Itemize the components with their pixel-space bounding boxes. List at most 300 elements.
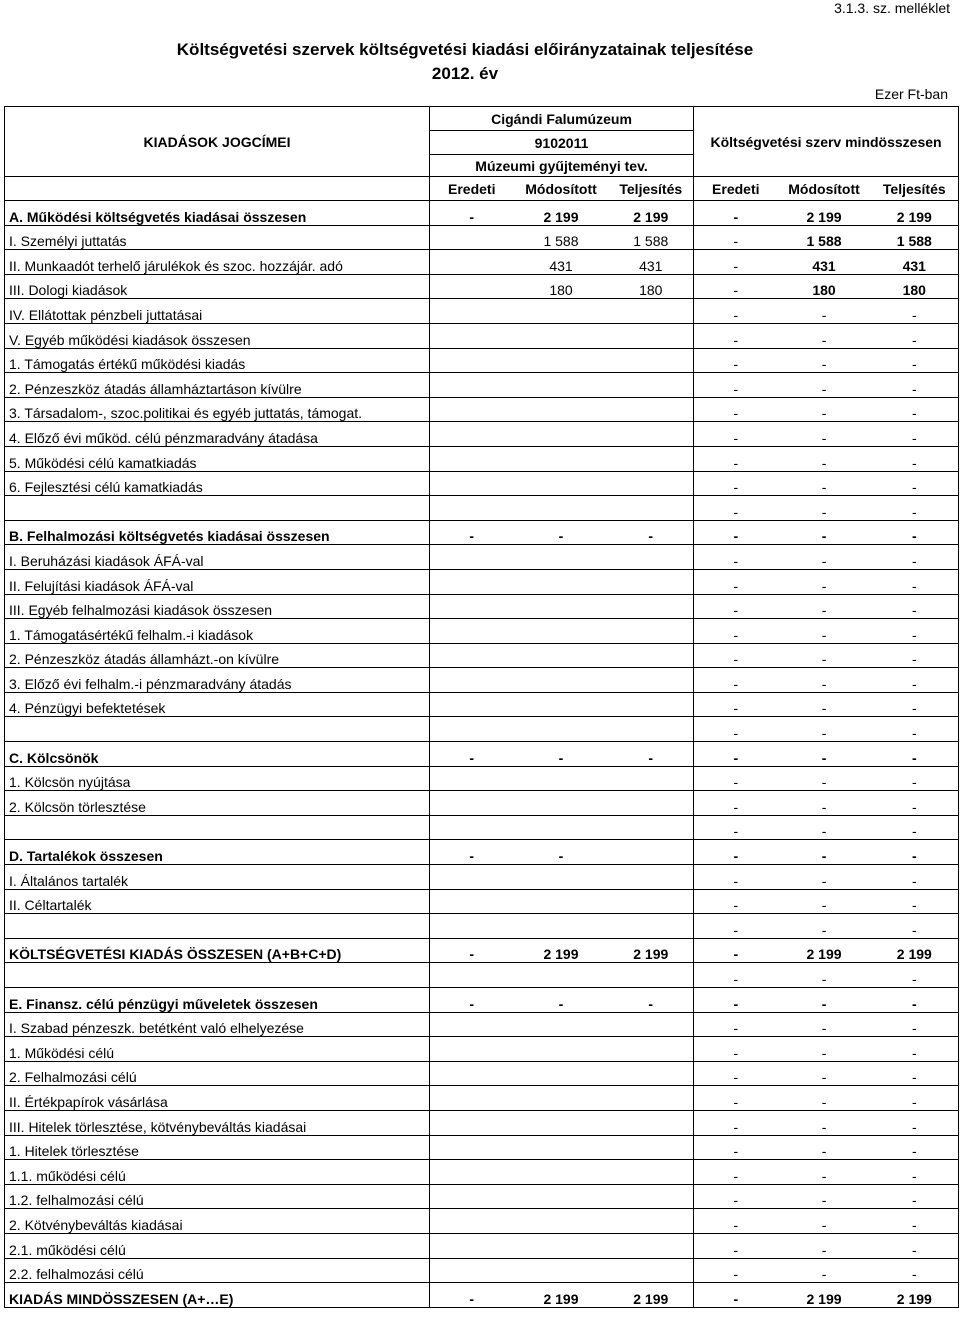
row-value: - <box>778 840 871 865</box>
row-value: - <box>778 619 871 644</box>
row-value: - <box>871 643 959 668</box>
row-value: - <box>778 1233 871 1258</box>
row-label: E. Finansz. célú pénzügyi műveletek összesen <box>5 988 430 1013</box>
annex-label: 3.1.3. sz. melléklet <box>834 0 950 16</box>
row-label: 2. Kölcsön törlesztése <box>5 791 430 816</box>
row-value <box>430 643 514 668</box>
table-row <box>5 1086 959 1111</box>
col-header: Teljesítés <box>871 177 959 201</box>
row-value: - <box>430 201 514 226</box>
row-value <box>430 594 514 619</box>
row-value: 431 <box>871 250 959 275</box>
row-value: - <box>871 865 959 890</box>
row-value <box>430 791 514 816</box>
row-value <box>514 1184 609 1209</box>
row-value: - <box>778 1258 871 1283</box>
row-value <box>514 422 609 447</box>
row-value <box>609 471 694 496</box>
row-value <box>430 373 514 398</box>
row-value: - <box>871 791 959 816</box>
row-value <box>430 963 514 988</box>
row-label: 1. Támogatásértékű felhalm.-i kiadások <box>5 619 430 644</box>
row-value: - <box>694 1160 778 1185</box>
table-row <box>5 1258 959 1283</box>
row-value <box>609 1258 694 1283</box>
row-value <box>430 569 514 594</box>
table-row <box>5 569 959 594</box>
row-label: D. Tartalékok összesen <box>5 840 430 865</box>
row-value <box>430 692 514 717</box>
row-value <box>609 692 694 717</box>
table-row <box>5 520 959 545</box>
row-value: - <box>514 742 609 767</box>
row-value <box>514 815 609 840</box>
row-value: - <box>778 889 871 914</box>
row-value <box>609 865 694 890</box>
row-label: 1. Működési célú <box>5 1037 430 1062</box>
row-value: - <box>778 914 871 939</box>
row-value: - <box>778 988 871 1013</box>
row-value <box>514 889 609 914</box>
row-value <box>514 717 609 742</box>
table-row <box>5 963 959 988</box>
row-value: - <box>871 1135 959 1160</box>
row-value <box>430 299 514 324</box>
row-value <box>609 569 694 594</box>
row-value: - <box>871 668 959 693</box>
row-value: - <box>871 766 959 791</box>
row-value: - <box>694 766 778 791</box>
col-header: Eredeti <box>430 177 514 201</box>
table-row <box>5 1160 959 1185</box>
row-value: 180 <box>871 274 959 299</box>
table-row <box>5 742 959 767</box>
row-value: - <box>778 1135 871 1160</box>
row-label: 2. Felhalmozási célú <box>5 1061 430 1086</box>
row-value: - <box>430 520 514 545</box>
row-value: - <box>694 1110 778 1135</box>
header-org-code: 9102011 <box>430 131 694 155</box>
row-value <box>609 1184 694 1209</box>
row-value: - <box>871 1086 959 1111</box>
row-value <box>430 1184 514 1209</box>
table-row <box>5 619 959 644</box>
row-value: - <box>694 889 778 914</box>
table-row <box>5 815 959 840</box>
row-label: II. Értékpapírok vásárlása <box>5 1086 430 1111</box>
table-row <box>5 865 959 890</box>
row-value: 431 <box>514 250 609 275</box>
row-value <box>609 496 694 521</box>
row-label: IV. Ellátottak pénzbeli juttatásai <box>5 299 430 324</box>
row-value <box>609 791 694 816</box>
row-value <box>430 250 514 275</box>
row-label: A. Működési költségvetés kiadásai összesen <box>5 201 430 226</box>
row-value: - <box>694 1233 778 1258</box>
row-value: - <box>694 422 778 447</box>
row-value <box>609 1110 694 1135</box>
row-label <box>5 717 430 742</box>
row-label: 4. Előző évi működ. célú pénzmaradvány átadása <box>5 422 430 447</box>
table-row <box>5 545 959 570</box>
row-value: - <box>871 569 959 594</box>
row-label <box>5 914 430 939</box>
row-value: - <box>778 717 871 742</box>
row-value <box>609 422 694 447</box>
row-value: 2 199 <box>871 201 959 226</box>
row-label: 2.2. felhalmozási célú <box>5 1258 430 1283</box>
table-row <box>5 914 959 939</box>
row-value <box>430 1258 514 1283</box>
row-value: - <box>871 988 959 1013</box>
row-value: - <box>778 520 871 545</box>
row-value: - <box>778 766 871 791</box>
row-label: V. Egyéb működési kiadások összesen <box>5 323 430 348</box>
row-label: 2. Pénzeszköz átadás államházt.-on kívülre <box>5 643 430 668</box>
col-header: Módosított <box>514 177 609 201</box>
row-value <box>609 1037 694 1062</box>
row-value <box>514 1110 609 1135</box>
table-row <box>5 1037 959 1062</box>
table-row <box>5 668 959 693</box>
row-value <box>430 717 514 742</box>
row-value <box>430 1160 514 1185</box>
row-value: - <box>694 471 778 496</box>
row-value: - <box>871 1061 959 1086</box>
row-value: 2 199 <box>609 1283 694 1308</box>
row-value: - <box>694 1037 778 1062</box>
row-value: - <box>778 569 871 594</box>
row-value: - <box>871 815 959 840</box>
row-value: - <box>778 471 871 496</box>
row-value: - <box>694 1086 778 1111</box>
row-label: KIADÁS MINDÖSSZESEN (A+…E) <box>5 1283 430 1308</box>
col-header: Módosított <box>778 177 871 201</box>
row-value: - <box>778 1012 871 1037</box>
row-value: - <box>871 373 959 398</box>
row-value <box>514 668 609 693</box>
row-value: - <box>514 520 609 545</box>
row-label: I. Általános tartalék <box>5 865 430 890</box>
row-value: - <box>871 1012 959 1037</box>
row-value <box>514 569 609 594</box>
table-row <box>5 274 959 299</box>
row-label: I. Személyi juttatás <box>5 225 430 250</box>
row-value: 2 199 <box>778 938 871 963</box>
row-value: - <box>694 1184 778 1209</box>
row-value <box>609 348 694 373</box>
row-value: - <box>778 373 871 398</box>
row-value: 180 <box>609 274 694 299</box>
row-value <box>430 225 514 250</box>
table-row <box>5 938 959 963</box>
row-value <box>430 348 514 373</box>
row-value: 1 588 <box>871 225 959 250</box>
row-value: - <box>871 397 959 422</box>
row-value: - <box>694 963 778 988</box>
row-label: 1. Hitelek törlesztése <box>5 1135 430 1160</box>
row-label: I. Szabad pénzeszk. betétként való elhelyezése <box>5 1012 430 1037</box>
row-value <box>609 766 694 791</box>
row-value <box>609 840 694 865</box>
row-value: - <box>871 422 959 447</box>
row-value: - <box>694 299 778 324</box>
row-value <box>430 914 514 939</box>
row-label <box>5 963 430 988</box>
row-value: 2 199 <box>514 1283 609 1308</box>
row-label: B. Felhalmozási költségvetés kiadásai összesen <box>5 520 430 545</box>
row-value: - <box>778 1061 871 1086</box>
row-value <box>609 594 694 619</box>
header-total-title: Költségvetési szerv mindösszesen <box>694 107 959 177</box>
row-value: - <box>778 323 871 348</box>
row-value <box>430 1209 514 1234</box>
row-value <box>609 1135 694 1160</box>
expenditure-table <box>4 106 959 1308</box>
row-value <box>430 323 514 348</box>
row-value: - <box>694 594 778 619</box>
row-value <box>430 446 514 471</box>
row-value: - <box>871 1160 959 1185</box>
row-value <box>609 397 694 422</box>
row-value: - <box>778 545 871 570</box>
table-row <box>5 299 959 324</box>
row-label <box>5 496 430 521</box>
row-value: - <box>778 865 871 890</box>
row-value <box>609 323 694 348</box>
row-value: - <box>871 742 959 767</box>
table-row <box>5 791 959 816</box>
row-value: - <box>694 520 778 545</box>
row-label: 2. Pénzeszköz átadás államháztartáson kívülre <box>5 373 430 398</box>
row-value: - <box>609 988 694 1013</box>
table-row <box>5 250 959 275</box>
row-label: II. Céltartalék <box>5 889 430 914</box>
row-value: - <box>778 1110 871 1135</box>
row-value: - <box>871 299 959 324</box>
row-value: - <box>871 471 959 496</box>
table-row <box>5 323 959 348</box>
row-value: - <box>871 520 959 545</box>
table-row <box>5 1184 959 1209</box>
table-row <box>5 1233 959 1258</box>
title-line-2: 2012. év <box>431 64 499 83</box>
row-value: 180 <box>514 274 609 299</box>
header-sub-empty <box>5 177 430 201</box>
row-label: 2.1. működési célú <box>5 1233 430 1258</box>
row-value: - <box>694 1209 778 1234</box>
row-label: 1.1. működési célú <box>5 1160 430 1185</box>
row-value: - <box>694 1283 778 1308</box>
row-value: 1 588 <box>514 225 609 250</box>
row-value <box>609 299 694 324</box>
row-value <box>514 594 609 619</box>
row-value: - <box>778 397 871 422</box>
row-value <box>514 766 609 791</box>
row-value <box>430 889 514 914</box>
header-org-activity: Múzeumi gyűjteményi tev. <box>430 155 694 177</box>
row-value: - <box>694 988 778 1013</box>
row-value <box>430 496 514 521</box>
row-value <box>430 766 514 791</box>
row-value <box>609 963 694 988</box>
row-value: - <box>694 201 778 226</box>
row-value <box>430 668 514 693</box>
row-value: 2 199 <box>514 938 609 963</box>
row-value: - <box>694 692 778 717</box>
row-value: - <box>430 988 514 1013</box>
row-value <box>514 1135 609 1160</box>
row-value <box>430 1233 514 1258</box>
row-value: - <box>694 865 778 890</box>
row-value <box>430 397 514 422</box>
row-label: C. Kölcsönök <box>5 742 430 767</box>
row-value: - <box>778 422 871 447</box>
row-value: - <box>514 988 609 1013</box>
row-value: - <box>778 1037 871 1062</box>
row-value: - <box>778 1209 871 1234</box>
row-value: - <box>778 815 871 840</box>
row-value <box>514 643 609 668</box>
row-value: - <box>694 323 778 348</box>
row-value: - <box>694 643 778 668</box>
row-value <box>609 717 694 742</box>
row-value <box>609 545 694 570</box>
row-value <box>609 1160 694 1185</box>
row-value: - <box>694 1135 778 1160</box>
table-row <box>5 373 959 398</box>
row-value: 2 199 <box>778 201 871 226</box>
row-label: 5. Működési célú kamatkiadás <box>5 446 430 471</box>
table-row <box>5 988 959 1013</box>
row-value: - <box>871 1233 959 1258</box>
row-value <box>514 791 609 816</box>
row-value <box>609 373 694 398</box>
row-value <box>514 471 609 496</box>
row-value <box>609 1061 694 1086</box>
row-value <box>514 963 609 988</box>
row-value: - <box>871 840 959 865</box>
row-value <box>609 668 694 693</box>
row-value <box>609 1209 694 1234</box>
row-label: II. Felujítási kiadások ÁFÁ-val <box>5 569 430 594</box>
row-value <box>514 545 609 570</box>
row-value: - <box>778 496 871 521</box>
table-row <box>5 348 959 373</box>
table-row <box>5 496 959 521</box>
row-value: 431 <box>778 250 871 275</box>
row-label: II. Munkaadót terhelő járulékok és szoc. hozzájár. adó <box>5 250 430 275</box>
row-value <box>514 496 609 521</box>
table-row <box>5 1061 959 1086</box>
header-left-title: KIADÁSOK JOGCÍMEI <box>5 107 430 177</box>
row-value <box>514 1209 609 1234</box>
row-value: - <box>871 323 959 348</box>
row-value <box>514 323 609 348</box>
row-value: - <box>778 594 871 619</box>
row-value <box>430 815 514 840</box>
table-row <box>5 397 959 422</box>
row-value <box>430 471 514 496</box>
row-value <box>514 397 609 422</box>
table-row <box>5 889 959 914</box>
row-value <box>609 619 694 644</box>
row-value <box>430 1012 514 1037</box>
row-label: 6. Fejlesztési célú kamatkiadás <box>5 471 430 496</box>
row-value: 180 <box>778 274 871 299</box>
row-value: - <box>871 348 959 373</box>
row-value <box>514 1233 609 1258</box>
title-line-1: Költségvetési szervek költségvetési kiadási előirányzatainak teljesítése <box>176 40 754 59</box>
row-value: - <box>694 619 778 644</box>
unit-label: Ezer Ft-ban <box>874 86 948 102</box>
row-label: 1. Támogatás értékű működési kiadás <box>5 348 430 373</box>
row-value: - <box>871 446 959 471</box>
row-label: I. Beruházási kiadások ÁFÁ-val <box>5 545 430 570</box>
row-label: KÖLTSÉGVETÉSI KIADÁS ÖSSZESEN (A+B+C+D) <box>5 938 430 963</box>
row-value <box>430 619 514 644</box>
row-value: - <box>871 619 959 644</box>
table-row <box>5 1283 959 1308</box>
page-title <box>0 38 930 86</box>
row-value <box>430 1061 514 1086</box>
table-row <box>5 840 959 865</box>
row-value: - <box>694 938 778 963</box>
row-value <box>514 865 609 890</box>
row-value <box>514 373 609 398</box>
row-value: - <box>694 840 778 865</box>
table-row <box>5 1135 959 1160</box>
table-row <box>5 594 959 619</box>
row-value <box>609 815 694 840</box>
row-value: - <box>694 717 778 742</box>
row-value <box>609 1086 694 1111</box>
row-value: - <box>694 373 778 398</box>
row-value <box>514 299 609 324</box>
table-row <box>5 1110 959 1135</box>
row-value: - <box>430 742 514 767</box>
row-value: - <box>694 1258 778 1283</box>
row-value: - <box>871 1184 959 1209</box>
row-value: - <box>871 1110 959 1135</box>
row-value <box>609 1233 694 1258</box>
row-value <box>514 1037 609 1062</box>
row-value: - <box>694 1012 778 1037</box>
row-value: - <box>694 348 778 373</box>
table-row <box>5 766 959 791</box>
row-value: - <box>778 643 871 668</box>
row-value <box>514 1086 609 1111</box>
row-value <box>430 1110 514 1135</box>
row-value: - <box>694 1061 778 1086</box>
row-value: - <box>430 840 514 865</box>
row-value: - <box>871 889 959 914</box>
row-value: 2 199 <box>778 1283 871 1308</box>
table-row <box>5 1209 959 1234</box>
row-value: - <box>514 840 609 865</box>
row-value: - <box>871 963 959 988</box>
row-value <box>430 865 514 890</box>
row-value: - <box>694 569 778 594</box>
row-value: - <box>694 250 778 275</box>
row-value: 2 199 <box>871 938 959 963</box>
row-value: - <box>778 1160 871 1185</box>
row-value <box>430 274 514 299</box>
row-value: - <box>778 1184 871 1209</box>
row-value: - <box>871 1209 959 1234</box>
row-value <box>609 914 694 939</box>
row-value: - <box>694 274 778 299</box>
